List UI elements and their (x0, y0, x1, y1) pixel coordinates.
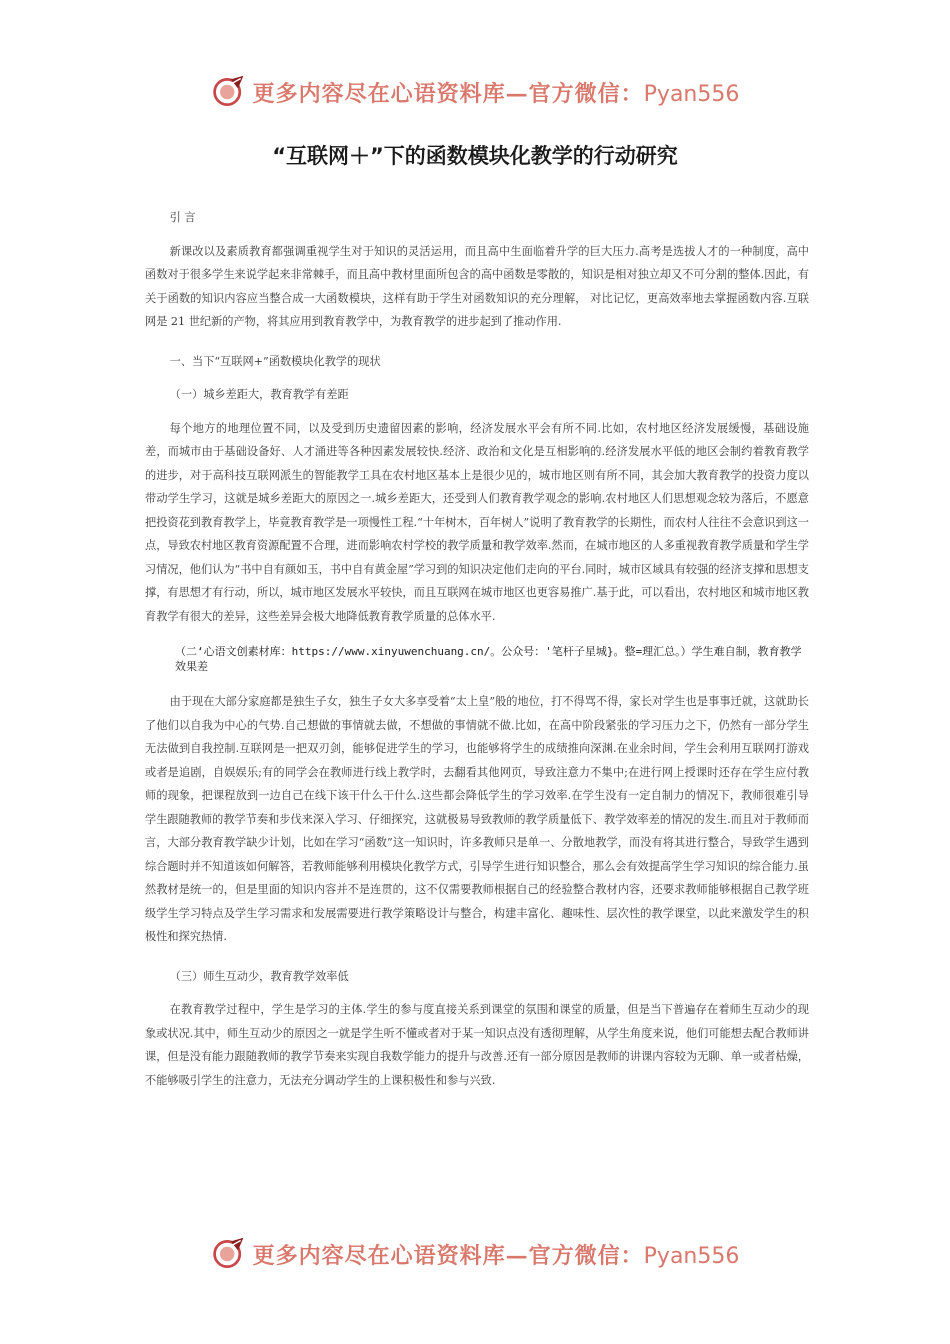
subsection-heading-2: （二‘心语文创素材库：https://www.xinyuwenchuang.cn/。公众号：'笔杆子星城}。整=理汇总。）学生难自制，教育教学效果差 (175, 645, 802, 673)
section-heading-1: 一、当下“互联网+”函数模块化教学的现状 (169, 354, 381, 368)
subsection-heading-1: （一）城乡差距大，教育教学有差距 (169, 388, 349, 401)
banner-text: 更多内容尽在心语资料库—官方微信：Pyan556 (252, 80, 740, 107)
subsection-heading-3: （三）师生互动少，教育教学效率低 (169, 969, 349, 983)
wechat-account: Pyan556 (643, 1243, 740, 1269)
paragraph-2: 由于现在大部分家庭都是独生子女，独生子女大多享受着“太上皇”般的地位，打不得骂不得，家长对学生也是事事迁就，这就助长了他们以自我为中心的气势.自己想做的事情就去做，不想做的事情就不做.比如，在高中阶段紧张的学习压力之下，仍然有一部分学生无法做到自我控制.互联网是一把双刃剑，能够促进学生的学习，也能够将学生的成绩推向深渊.在业余时间，学生会利用互联网打游戏或者是追剧，自娱娱乐;有的同学会在教师进行线上教学时，去翻看其他网页，导致注意力不集中;在进行网上授课时还存在学生应付教师的现象，把课程放到一边自己在线下该干什么干什么.这些都会降低学生的学习效率.在学生没有一定自制力的情况下，教师很难引导学生跟随教师的教学节奏和步伐来深入学习、仔细探究，这就极易导致教师的教学质量低下、教学效率差的情况的发生.而且对于教师而言，大部分教育教学缺少计划，比如在学习“函数”这一知识时，许多教师只是单一、分散地教学，而没有将其进行整合，导致学生遇到综合题时并不知道该如何解答，若教师能够利用模块化教学方式，引导学生进行知识整合，那么会有效提高学生学习知识的综合能力.虽然教材是统一的，但是里面的知识内容并不是连贯的，这不仅需要教师根据自己的经验整合教材内容，还要求教师能够根据自己教学班级学生学习特点及学生学习需求和发展需要进行教学策略设计与整合，构建丰富化、趣味性、层次性的教学课堂，以此来激发学生的积极性和探究热情. (145, 695, 809, 943)
stamp-logo-icon (211, 1236, 247, 1272)
banner-text: 更多内容尽在心语资料库—官方微信：Pyan556 (252, 1242, 740, 1269)
intro-label: 引 言 (169, 211, 196, 224)
stamp-logo-icon (211, 74, 247, 110)
footer-banner (0, 1234, 950, 1274)
page-title: “互联网＋”下的函数模块化教学的行动研究 (272, 144, 678, 168)
paragraph-3: 在教育教学过程中，学生是学习的主体.学生的参与度直接关系到课堂的氛围和课堂的质量，但是当下普遍存在着师生互动少的现象或状况.其中，师生互动少的原因之一就是学生听不懂或者对于某一知识点没有透彻理解，从学生角度来说，他们可能想去配合教师讲课，但是没有能力跟随教师的教学节奏来实现自我数学能力的提升与改善.还有一部分原因是教师的讲课内容较为无聊、单一或者枯燥，不能够吸引学生的注意力，无法充分调动学生的上课积极性和参与兴致. (145, 1003, 809, 1087)
intro-paragraph: 新课改以及素质教育都强调重视学生对于知识的灵活运用，而且高中生面临着升学的巨大压力.高考是选拔人才的一种制度，高中函数对于很多学生来说学起来非常棘手，而且高中教材里面所包含的高中函数是零散的，知识是相对独立却又不可分割的整体.因此，有关于函数的知识内容应当整合成一大函数模块，这样有助于学生对函数知识的充分理解， 对比记忆，更高效率地去掌握函数内容.互联网是 21 世纪新的产物，将其应用到教育教学中，为教育教学的进步起到了推动作用. (145, 244, 809, 328)
header-banner (0, 72, 950, 112)
wechat-account: Pyan556 (643, 81, 740, 107)
document-body (145, 206, 809, 1092)
paragraph-1: 每个地方的地理位置不同，以及受到历史遗留因素的影响，经济发展水平会有所不同.比如，农村地区经济发展缓慢，基础设施差，而城市由于基础设备好、人才涌进等各种因素发展较快.经济、政治和文化是互相影响的.经济发展水平低的地区会制约着教育教学的进步，对于高科技互联网派生的智能教学工具在农村地区基本上是很少见的，城市地区则有所不同，其会加大教育教学的投资力度以带动学生学习，这就是城乡差距大的原因之一.城乡差距大，还受到人们教育教学观念的影响.农村地区人们思想观念较为落后，不愿意把投资花到教育教学上，毕竟教育教学是一项慢性工程.“十年树木，百年树人”说明了教育教学的长期性，而农村人往往不会意识到这一点，导致农村地区教育资源配置不合理，进而影响农村学校的教学质量和教学效率.然而，在城市地区的人多重视教育教学质量和学生学习情况，他们认为“书中自有颜如玉，书中自有黄金屋”学习到的知识决定他们走向的平台.同时，城市区域具有较强的经济支撑和思想支撑，有思想才有行动，所以，城市地区发展水平较快，而且互联网在城市地区也更容易推广.基于此，可以看出，农村地区和城市地区教育教学有很大的差异，这些差异会极大地降低教育教学质量的总体水平. (145, 421, 809, 623)
